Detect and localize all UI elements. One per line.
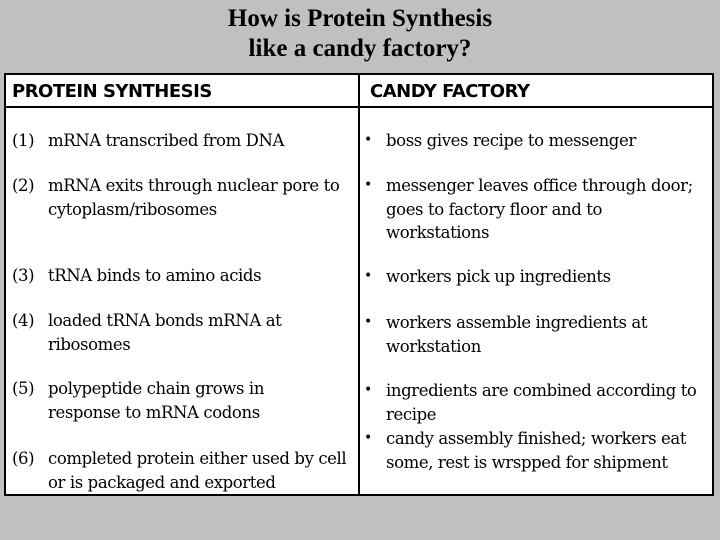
- step-text: polypeptide chain grows in response to mRNA codons: [48, 379, 265, 422]
- step-number: (6): [12, 449, 35, 468]
- candy-text: ingredients are combined according to recipe: [386, 381, 697, 424]
- slide-title: [0, 4, 720, 64]
- step-number: (1): [12, 131, 35, 150]
- step-text: mRNA transcribed from DNA: [48, 131, 285, 150]
- step-number: (2): [12, 176, 35, 195]
- bullet-icon: •: [364, 268, 372, 284]
- step-number: (3): [12, 266, 35, 285]
- step-text: completed protein either used by cell or is packaged and exported: [48, 449, 347, 492]
- bullet-icon: •: [364, 382, 372, 398]
- header-candy-factory: CANDY FACTORY: [370, 81, 530, 102]
- header-protein-synthesis: PROTEIN SYNTHESIS: [12, 81, 212, 102]
- step-number: (4): [12, 311, 35, 330]
- bullet-icon: •: [364, 177, 372, 193]
- bullet-icon: •: [364, 430, 372, 446]
- step-number: (5): [12, 379, 35, 398]
- slide-title-line-2: like a candy factory?: [248, 35, 472, 62]
- candy-text: workers assemble ingredients at workstation: [386, 313, 648, 356]
- step-text: mRNA exits through nuclear pore to cytoplasm/ribosomes: [48, 176, 340, 219]
- candy-text: messenger leaves office through door; goes to factory floor and to workstations: [386, 176, 693, 242]
- bullet-icon: •: [364, 132, 372, 148]
- step-text: tRNA binds to amino acids: [48, 266, 262, 285]
- slide-title-line-1: How is Protein Synthesis: [227, 5, 493, 32]
- bullet-icon: •: [364, 314, 372, 330]
- candy-text: candy assembly finished; workers eat some, rest is wrspped for shipment: [386, 429, 687, 472]
- comparison-table: [4, 73, 714, 496]
- footer-bar: [0, 503, 720, 540]
- step-text: loaded tRNA bonds mRNA at ribosomes: [48, 311, 282, 354]
- column-divider: [358, 75, 360, 494]
- candy-text: workers pick up ingredients: [386, 267, 611, 286]
- candy-text: boss gives recipe to messenger: [386, 131, 636, 150]
